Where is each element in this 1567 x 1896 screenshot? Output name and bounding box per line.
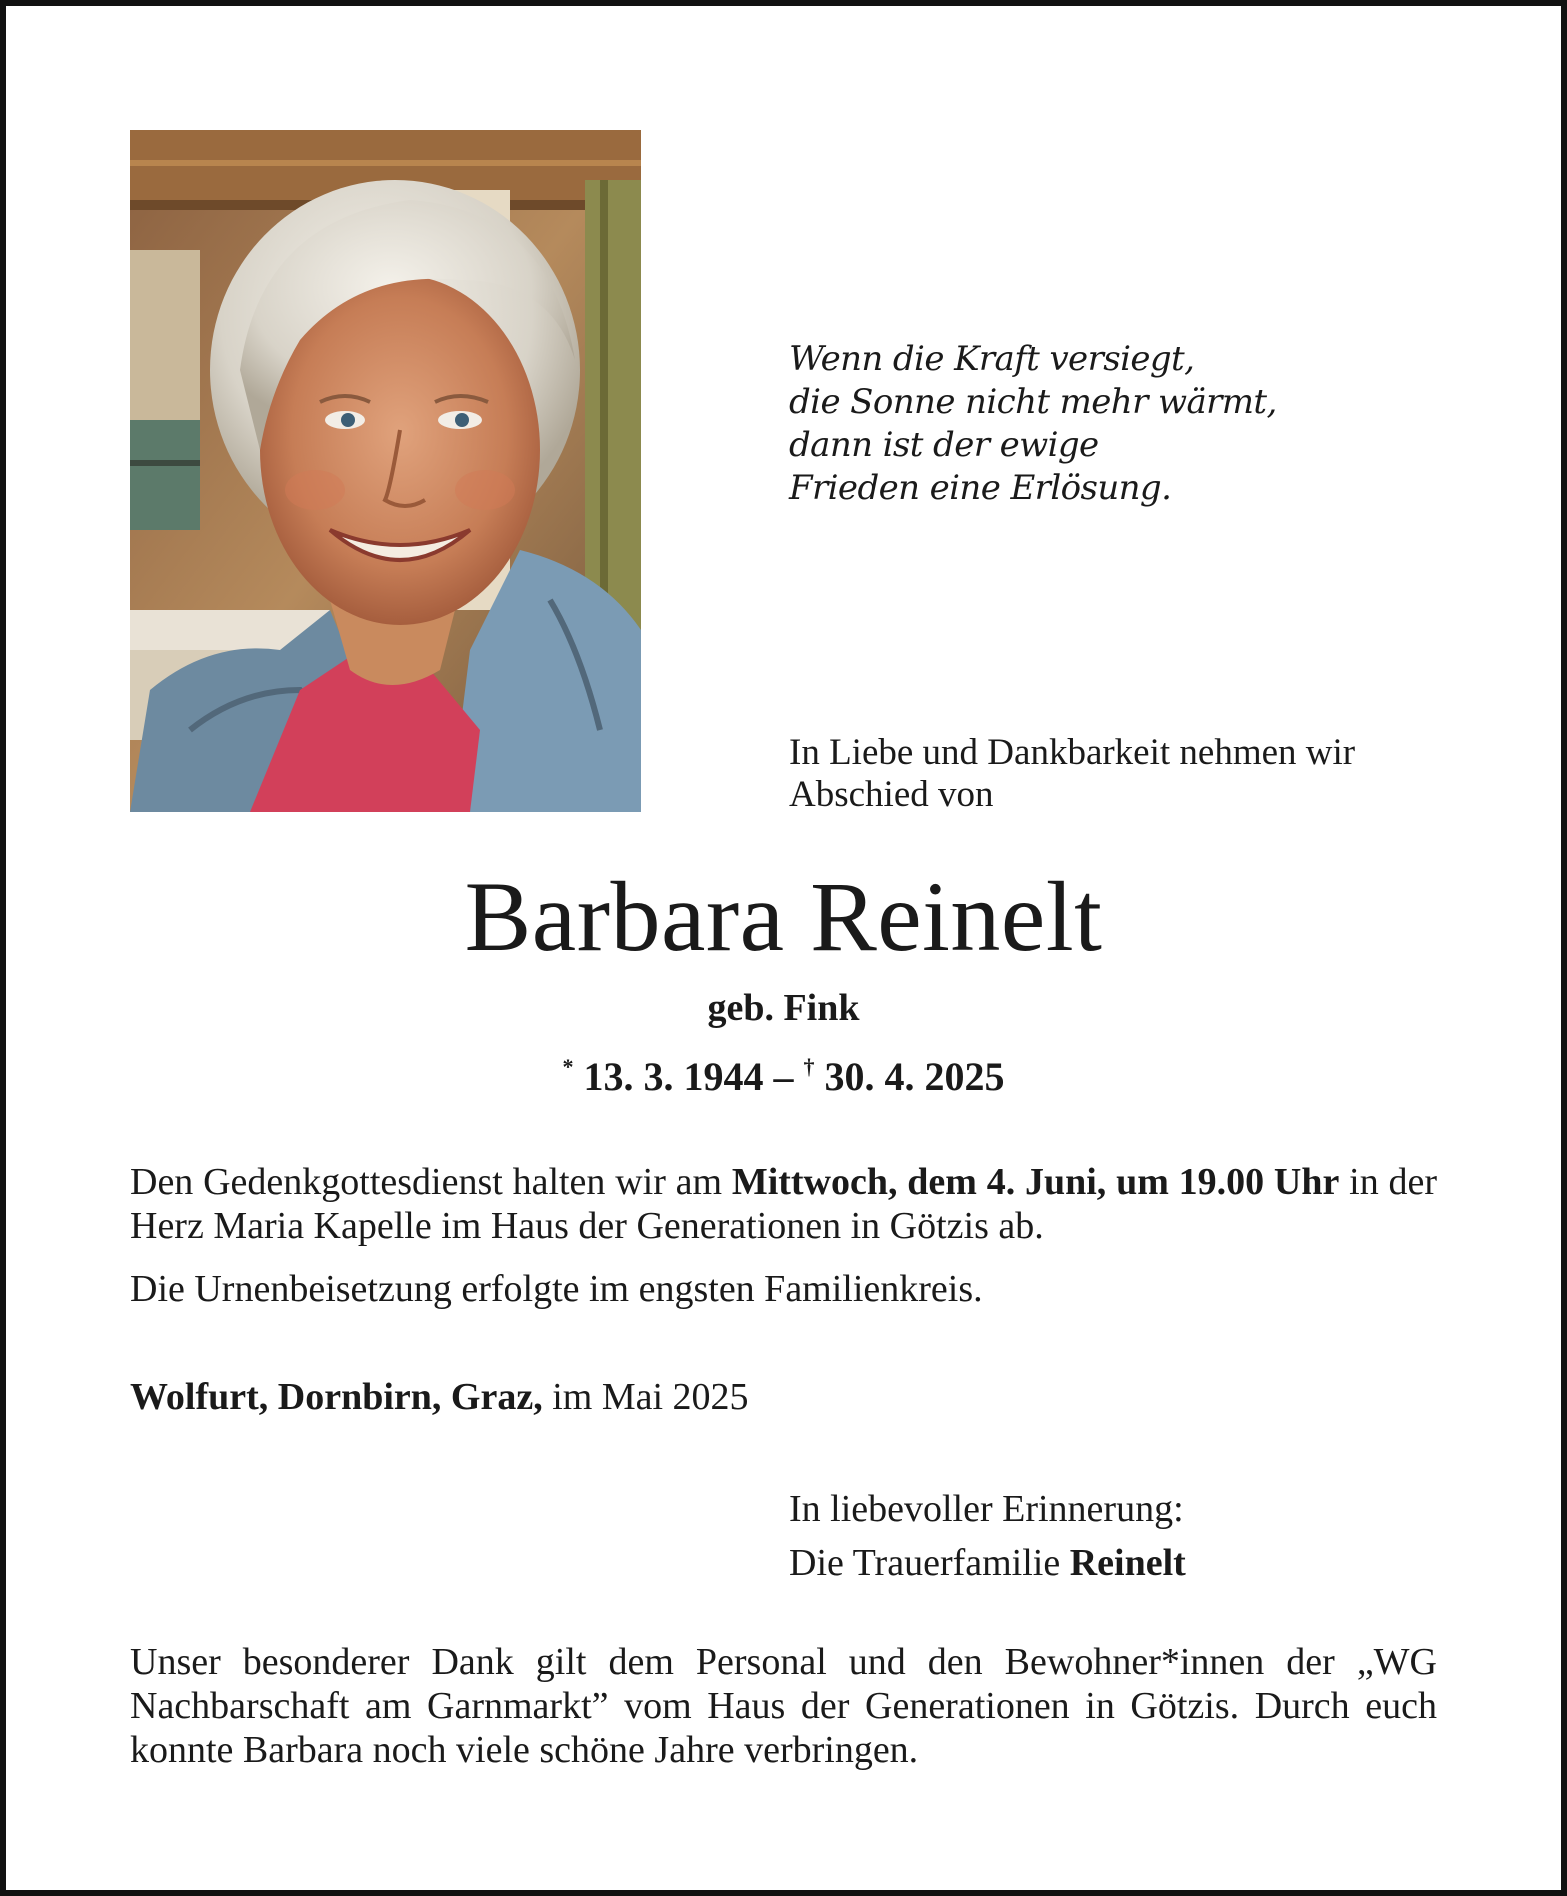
maiden-name: geb. Fink xyxy=(707,987,860,1029)
closing-line-1: In liebevoller Erinnerung: xyxy=(789,1488,1184,1530)
birth-symbol: * xyxy=(562,1054,574,1079)
portrait-illustration xyxy=(130,130,641,812)
intro-line-1: In Liebe und Dankbarkeit nehmen wir xyxy=(789,732,1356,773)
announcement-date: im Mai 2025 xyxy=(542,1376,749,1418)
birth-date: 13. 3. 1944 xyxy=(583,1054,764,1099)
closing-signature xyxy=(789,1482,1469,1590)
portrait-photo xyxy=(130,130,641,812)
poem-line: dann ist der ewige xyxy=(789,425,1099,465)
poem-line: Frieden eine Erlösung. xyxy=(789,468,1172,508)
date-separator: – xyxy=(773,1054,794,1099)
poem-line: Wenn die Kraft versiegt, xyxy=(789,339,1195,379)
closing-line-2 xyxy=(789,1536,1469,1590)
places: Wolfurt, Dornbirn, Graz, xyxy=(130,1376,543,1418)
death-symbol: † xyxy=(803,1054,815,1079)
life-dates xyxy=(0,1052,1567,1102)
memorial-poem xyxy=(789,338,1489,510)
burial-notice: Die Urnenbeisetzung erfolgte im engsten Familienkreis. xyxy=(130,1268,983,1310)
service-text-after: in der Herz Maria Kapelle im Haus der Generationen in Götzis ab. xyxy=(130,1161,1438,1247)
place-and-date xyxy=(130,1375,1437,1419)
acknowledgement-text: Unser besonderer Dank gilt dem Personal und den Bewohner*innen der „WG Nachbarschaft am Garnmarkt” vom Haus der Generationen in Götzis. Durch euch konnte Barbara noch viele schöne Jahre verbringen. xyxy=(130,1641,1437,1771)
family-name: Reinelt xyxy=(1069,1542,1186,1584)
poem-line: die Sonne nicht mehr wärmt, xyxy=(789,382,1277,422)
service-text-before: Den Gedenkgottesdienst halten wir am xyxy=(130,1161,732,1203)
memorial-service-notice xyxy=(130,1160,1437,1248)
farewell-intro xyxy=(789,732,1469,816)
deceased-name: Barbara Reinelt xyxy=(464,861,1103,972)
service-datetime: Mittwoch, dem 4. Juni, um 19.00 Uhr xyxy=(731,1161,1340,1203)
family-prefix: Die Trauerfamilie xyxy=(789,1542,1070,1584)
intro-line-2: Abschied von xyxy=(789,774,994,815)
death-date: 30. 4. 2025 xyxy=(824,1054,1005,1099)
